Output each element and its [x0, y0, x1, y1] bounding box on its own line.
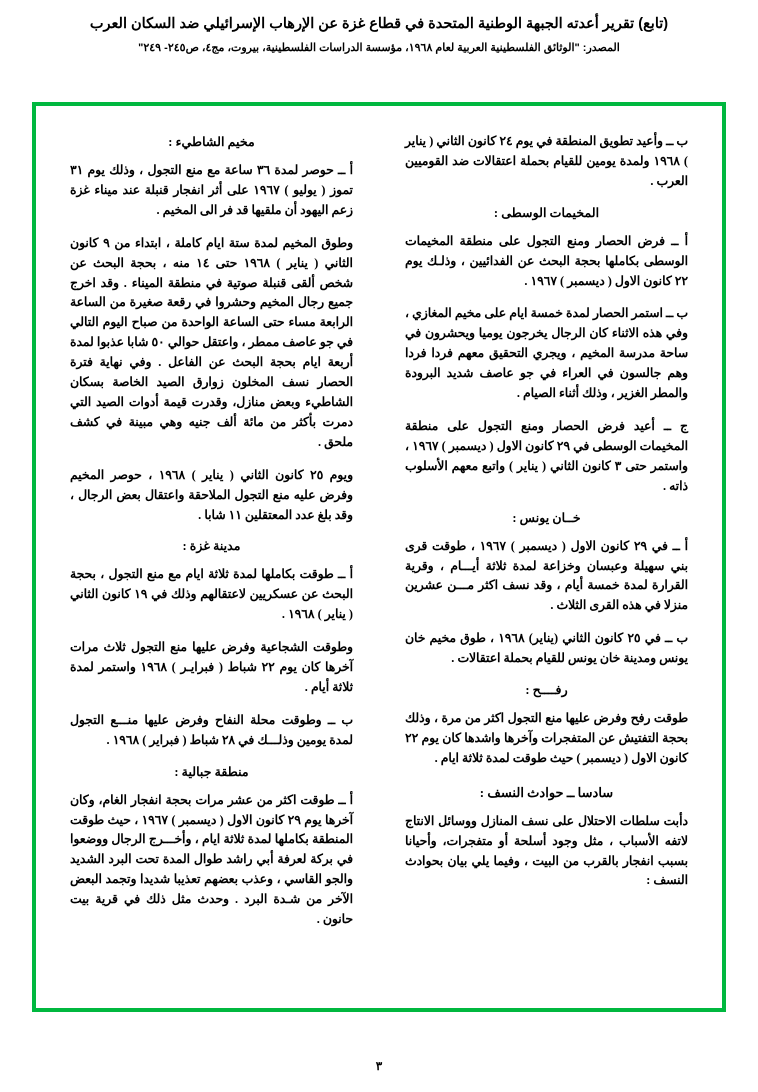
paragraph: أ ــ فرض الحصار ومنع التجول على منطقة المخيمات الوسطى بكاملها بحجة البحث عن الفدائيين ، وذلـك يوم ٢٢ كانون الاول ( ديسمبر ) ١٩٦٧ .	[405, 233, 688, 288]
document-source: المصدر: "الوثائق الفلسطينية العربية لعام ١٩٦٨، مؤسسة الدراسات الفلسطينية، بيروت، مج٤، ص٢٤٥- ٢٤٩"	[138, 42, 620, 55]
section-heading: سادسا ــ حوادث النسف :	[479, 784, 614, 800]
content-frame	[32, 102, 726, 1012]
page-number: ٣	[375, 1059, 383, 1073]
subsection-heading: مدينة غزة :	[182, 539, 241, 554]
column-right	[44, 114, 379, 1000]
paragraph: طوقت رفح وفرض عليها منع التجول اكثر من مرة ، وذلك بحجة التفتيش عن المتفجرات وآخرها واشدها كان يوم ٢٢ كانون الاول ( ديسمبر ) حيث طوقت لمدة ثلاثة ايام .	[405, 711, 688, 765]
paragraph: أ ــ طوقت بكاملها لمدة ثلاثة ايام مع منع التجول ، بحجة البحث عن عسكريين لاعتقالهم وذلك في ١٩ كانون الثاني ( يناير ) ١٩٦٨ .	[70, 567, 353, 622]
paragraph: أ ــ طوقت اكثر من عشر مرات بحجة انفجار الغام، وكان آخرها يوم ٢٩ كانون الاول ( ديسمبر ) ١٩٦٧ ، حيث طوقت المنطقة بكاملها لمدة ثلاثة ايام ، وأخـــرج الرجال ووضعوا في بركة لعرفة أبي راشد طوال المدة تحت البرد الشديد والجو القاسي ، وعذب بعضهم تعذيبا شديدا وتجمد البعض الآخر من شـدة البرد . وحدث مثل ذلك في قرية بيت حانون .	[70, 792, 353, 927]
paragraph: ب ــ وأعيد تطويق المنطقة في يوم ٢٤ كانون الثاني ( يناير ) ١٩٦٨ ولمدة يومين للقيام بحملة اعتقالات ضد القوميين العرب .	[405, 134, 688, 188]
paragraph: وطوق المخيم لمدة ستة ايام كاملة ، ابتداء من ٩ كانون الثاني ( يناير ) ١٩٦٨ حتى ١٤ منه ، بحجة البحث عن شخص ألقى قنبلة صوتية في منطقة الميناء . وقد اخرج جميع رجال المخيم وحشروا في رقعة صغيرة من الساعة الرابعة مساء حتى الساعة الواحدة من صباح اليوم التالي في جو عاصف ممطر ، واعتقل حوالي ٥٠ شابا عذبوا لمدة أربعة ايام بحجة البحث عن الفاعل . وفي نهاية فترة الحصار نسف المخلون زوارق الصيد الخاصة بسكان الشاطيء وبعض منازل، وقدرت قيمة أدوات الصيد التي دمرت بأكثر من مائة ألف جنيه وهي مبينة في كشف ملحق .	[70, 235, 354, 449]
subsection-heading: خــان يونس :	[512, 510, 581, 525]
paragraph: ويوم ٢٥ كانون الثاني ( يناير ) ١٩٦٨ ، حوصر المخيم وفرض عليه منع التجول الملاحقة واعتقال بعض الرجال ، وقد بلغ عدد المعتقلين ١١ شابا .	[70, 467, 354, 522]
paragraph: ب ــ استمر الحصار لمدة خمسة ايام على مخيم المغازي ، وفي هذه الاثناء كان الرجال يخرجون يوميا ويحشرون في ساحة مدرسة المخيم ، ويجري التحقيق معهم فردا فردا وهم جالسون في العراء في جو عاصف شديد البرودة والمطر الغزير ، وذلك أثناء الصيام .	[405, 306, 688, 401]
column-left	[379, 114, 714, 1000]
paragraph: وطوقت الشجاعية وفرض عليها منع التجول ثلاث مرات آخرها كان يوم ٢٢ شباط ( فبرايـر ) ١٩٦٨ واستمر لمدة ثلاثة أيام .	[70, 640, 354, 694]
paragraph: أ ــ حوصر لمدة ٣٦ ساعة مع منع التجول ، وذلك يوم ٣١ تموز ( يوليو ) ١٩٦٧ على أثر انفجار قنبلة عند ميناء غزة زعم اليهود أن ملقيها قد فر الى المخيم .	[70, 163, 354, 217]
subsection-heading: رفــــح :	[525, 683, 568, 698]
subsection-heading: المخيمات الوسطى :	[493, 205, 600, 220]
two-column-layout	[44, 114, 714, 1000]
paragraph: ب ــ في ٢٥ كانون الثاني (يناير) ١٩٦٨ ، طوق مخيم خان يونس ومدينة خان يونس للقيام بحملة اعتقالات .	[405, 631, 689, 666]
subsection-heading: مخيم الشاطيء :	[168, 135, 255, 149]
paragraph: ب ــ وطوقت محلة النفاح وفرض عليها منـــع التجول لمدة يومين وذلـــك في ٢٨ شباط ( فبراير ) ١٩٦٨ .	[70, 712, 353, 747]
paragraph: أ ــ في ٢٩ كانون الاول ( ديسمبر ) ١٩٦٧ ، طوقت قرى بني سهيلة وعبسان وخزاعة لمدة ثلاثة أيـــام ، وقرية القرارة لمدة خمسة أيام ، وقد نسف اكثر مـــن عشرين منزلا في هذه القرى الثلاث .	[405, 538, 688, 613]
page-title: (تابع) تقرير أعدته الجبهة الوطنية المتحدة في قطاع غزة عن الإرهاب الإسرائيلي ضد السكان العرب	[89, 16, 669, 32]
paragraph: دأبت سلطات الاحتلال على نسف المنازل ووسائل الانتاج لاتفه الأسباب ، مثل وجود أسلحة أو متفجرات، وأحيانا بسبب انفجار بالقرب من البيت ، وفيما يلي بيان بحوادث النسف :	[405, 813, 688, 888]
subsection-heading: منطقة جبالية :	[174, 764, 249, 779]
document-page	[0, 14, 758, 1092]
paragraph: ج ــ أعيد فرض الحصار ومنع التجول على منطقة المخيمات الوسطى في ٢٩ كانون الاول ( ديسمبر ) ١٩٦٧ ، واستمر حتى ٣ كانون الثاني ( يناير ) واتبع معهم الأسلوب ذاته .	[405, 418, 688, 493]
